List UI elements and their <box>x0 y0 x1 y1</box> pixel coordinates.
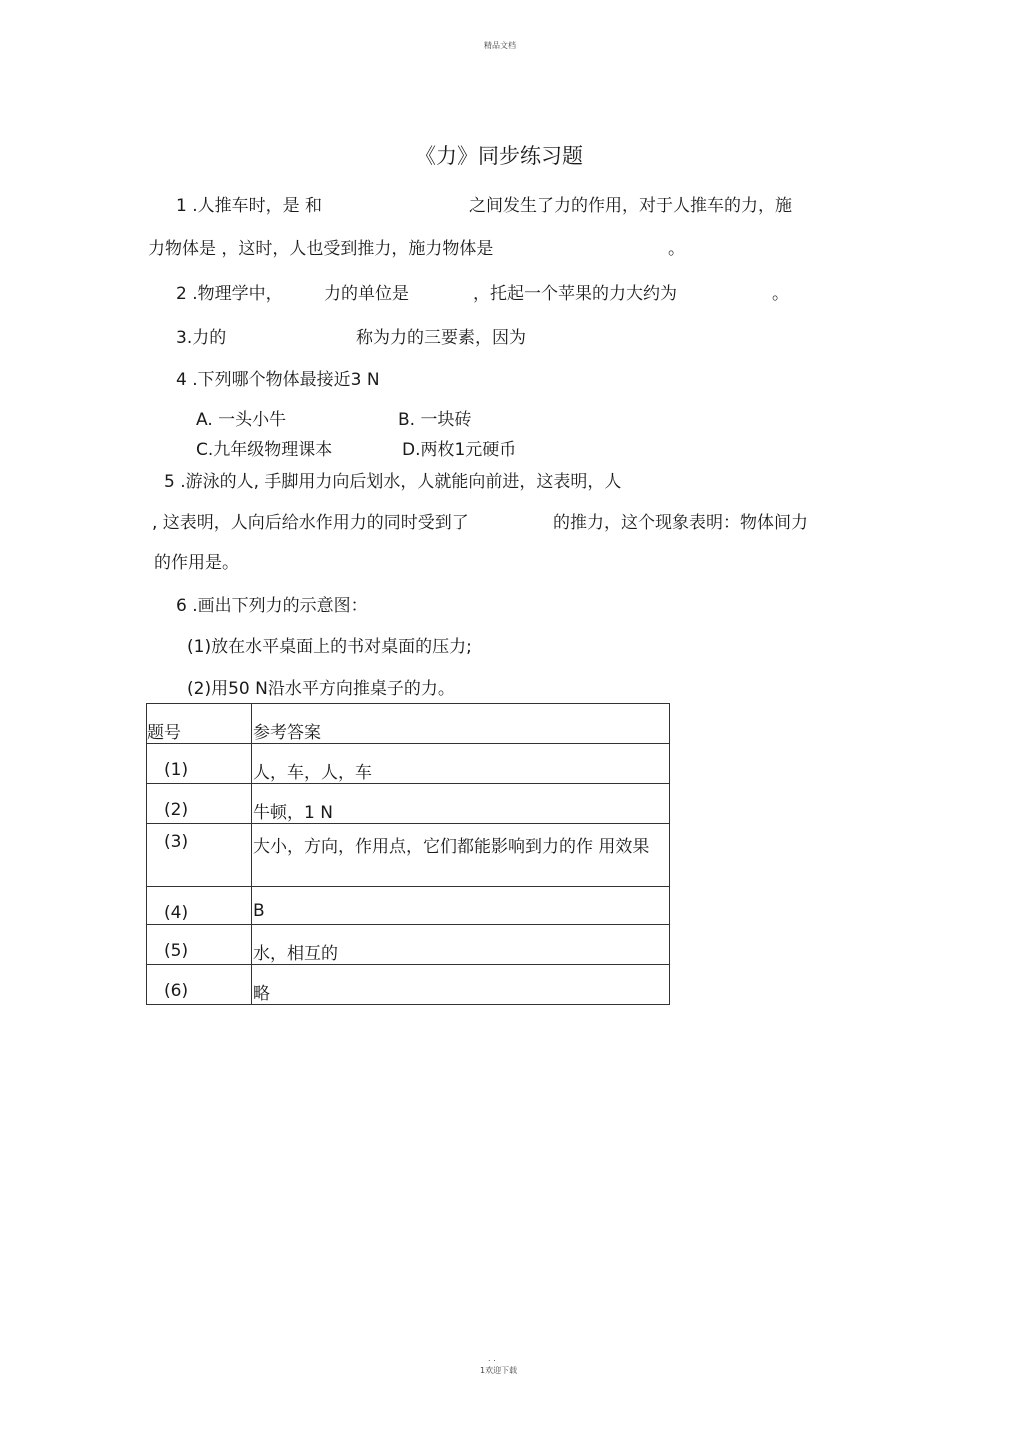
row-number: (1) <box>164 760 189 780</box>
question-2-part-d: 。 <box>772 284 789 304</box>
question-4-option-a: A. 一头小牛 <box>196 410 287 430</box>
row-answer: 牛顿，1 N <box>253 803 333 823</box>
question-4: 4 .下列哪个物体最接近3 N <box>176 370 380 390</box>
row-number: (5) <box>164 941 189 961</box>
question-3-part-b: 称为力的三要素，因为 <box>356 328 526 348</box>
question-4-option-b: B. 一块砖 <box>398 410 472 430</box>
question-1-line-1-part-b: 之间发生了力的作用，对于人推车的力，施 <box>469 196 792 216</box>
question-1-line-2-part-b: 。 <box>668 239 685 259</box>
page-header-text: 精品文档 <box>484 41 516 50</box>
header-number-label: 题号 <box>147 723 181 743</box>
table-row <box>147 965 670 1005</box>
row-answer-cell <box>252 925 670 965</box>
question-6-sub-2: (2)用50 N沿水平方向推桌子的力。 <box>187 679 455 699</box>
table-header-row <box>147 704 670 744</box>
footer-dots: . . <box>488 1354 496 1363</box>
row-answer: 大小，方向，作用点，它们都能影响到力的作 用效果 <box>253 837 650 857</box>
answer-table <box>146 703 670 1005</box>
row-number-cell <box>147 887 252 925</box>
row-answer-cell <box>252 824 670 887</box>
question-6: 6 .画出下列力的示意图： <box>176 596 368 616</box>
question-2-part-b: 力的单位是 <box>324 284 409 304</box>
question-5-line-3: 的作用是。 <box>154 553 239 573</box>
page-title: 《力》同步练习题 <box>415 144 583 168</box>
table-row <box>147 744 670 784</box>
header-answer-label: 参考答案 <box>253 723 321 743</box>
row-number: (3) <box>164 832 189 852</box>
row-number-cell <box>147 925 252 965</box>
question-6-sub-1: (1)放在水平桌面上的书对桌面的压力; <box>187 637 472 657</box>
question-5-line-2-part-a: , 这表明，人向后给水作用力的同时受到了 <box>152 513 469 533</box>
row-number-cell <box>147 824 252 887</box>
row-answer: 人，车，人，车 <box>253 763 372 783</box>
row-answer: 略 <box>253 984 270 1004</box>
question-4-option-d: D.两枚1元硬币 <box>402 440 517 460</box>
question-2-part-c: ，托起一个苹果的力大约为 <box>473 284 677 304</box>
header-cell-number <box>147 704 252 744</box>
row-number: (2) <box>164 800 189 820</box>
question-2-part-a: 2 .物理学中， <box>176 284 283 304</box>
row-number-cell <box>147 784 252 824</box>
row-answer-cell <box>252 744 670 784</box>
page-footer-text: 1欢迎下载 <box>480 1366 518 1375</box>
question-3-part-a: 3.力的 <box>176 328 227 348</box>
row-number: (6) <box>164 981 189 1001</box>
question-4-option-c: C.九年级物理课本 <box>196 440 333 460</box>
row-answer-cell <box>252 784 670 824</box>
table-row <box>147 824 670 887</box>
row-answer: 水，相互的 <box>253 944 338 964</box>
table-row <box>147 887 670 925</box>
question-5-line-2-part-b: 的推力，这个现象表明：物体间力 <box>553 513 808 533</box>
question-1-line-1-part-a: 1 .人推车时，是 和 <box>176 196 323 216</box>
row-number-cell <box>147 744 252 784</box>
table-row <box>147 784 670 824</box>
question-1-line-2-part-a: 力物体是 ，这时，人也受到推力，施力物体是 <box>148 239 494 259</box>
row-number-cell <box>147 965 252 1005</box>
row-answer-cell <box>252 887 670 925</box>
row-answer-cell <box>252 965 670 1005</box>
row-number: (4) <box>164 903 189 923</box>
row-answer: B <box>253 901 265 921</box>
table-row <box>147 925 670 965</box>
question-5-line-1: 5 .游泳的人, 手脚用力向后划水，人就能向前进，这表明，人 <box>164 472 622 492</box>
header-cell-answer <box>252 704 670 744</box>
